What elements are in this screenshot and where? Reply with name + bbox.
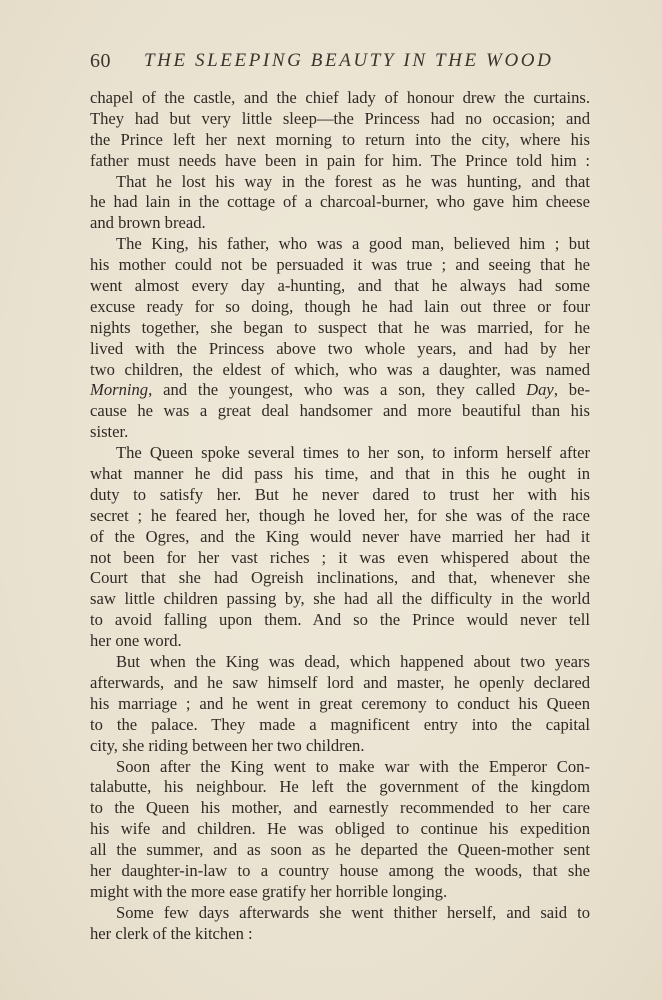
text-line: Court that she had Ogreish inclinations, and that, whenever she [90,568,590,588]
page-header [90,46,600,80]
text-line: duty to satisfy her. But he never dared to trust her with his [90,484,590,504]
page-number: 60 [90,50,111,72]
text-line: all the summer, and as soon as he departed the Queen-mother sent [90,840,590,860]
text-line: afterwards, and he saw himself lord and master, he openly declared [90,672,590,692]
text-line: his mother could not be persuaded it was true ; and seeing that he [90,255,590,275]
text-segment: , and the youngest, who was a son, they called [148,380,527,400]
text-line: cause he was a great deal handsomer and more beautiful than his [90,401,590,421]
text-line: But when the King was dead, which happened about two years [116,652,590,672]
text-line: he had lain in the cottage of a charcoal-burner, who gave him cheese [90,192,590,212]
body-text [90,88,590,945]
text-segment: , be- [553,380,590,400]
running-head-title: THE SLEEPING BEAUTY IN THE WOOD [144,50,554,71]
text-line: went almost every day a-hunting, and that he always had some [90,276,590,296]
text-line: That he lost his way in the forest as he was hunting, and that [116,171,590,191]
text-line: two children, the eldest of which, who was a daughter, was named [90,359,590,379]
text-line: might with the more ease gratify her horrible longing. [90,881,448,901]
text-line: They had but very little sleep—the Princess had no occasion; and [90,108,590,128]
text-line: not been for her vast riches ; it was even whispered about the [90,547,590,567]
text-line: Some few days afterwards she went thither herself, and said to [116,902,590,922]
text-line: Soon after the King went to make war with the Emperor Con- [116,756,590,776]
text-line: to the Queen his mother, and earnestly recommended to her care [90,798,590,818]
text-line: father must needs have been in pain for him. The Prince told him : [90,150,590,170]
text-line: what manner he did pass his time, and that in this he ought in [90,464,590,484]
text-line: city, she riding between her two children. [90,735,365,755]
text-line: of the Ogres, and the King would never have married her had it [90,526,590,546]
text-line: chapel of the castle, and the chief lady of honour drew the curtains. [90,88,590,107]
text-line: talabutte, his neighbour. He left the government of the kingdom [90,777,590,797]
text-line: sister. [90,422,129,442]
text-line: to avoid falling upon them. And so the Prince would never tell [90,610,590,630]
text-line: his wife and children. He was obliged to continue his expedition [90,819,590,839]
text-line: the Prince left her next morning to return into the city, where his [90,129,590,149]
text-line: nights together, she began to suspect that he was married, for he [90,317,590,337]
text-line: to the palace. They made a magnificent entry into the capital [90,714,590,734]
italic-text: Morning [90,380,149,400]
text-line: his marriage ; and he went in great ceremony to conduct his Queen [90,693,590,713]
text-line: The Queen spoke several times to her son, to inform herself after [116,443,590,463]
text-line: saw little children passing by, she had all the difficulty in the world [90,589,590,609]
text-line: excuse ready for so doing, though he had lain out three or four [90,296,590,316]
text-line: and brown bread. [90,213,206,233]
italic-text: Day [526,380,554,400]
text-line: her one word. [90,631,182,651]
text-line: secret ; he feared her, though he loved her, for she was of the race [90,505,590,525]
text-line: The King, his father, who was a good man, believed him ; but [116,234,590,254]
text-line: her daughter-in-law to a country house among the woods, that she [90,860,590,880]
text-line: lived with the Princess above two whole years, and had by her [90,338,590,358]
text-line [90,380,590,401]
text-line: her clerk of the kitchen : [90,923,253,943]
